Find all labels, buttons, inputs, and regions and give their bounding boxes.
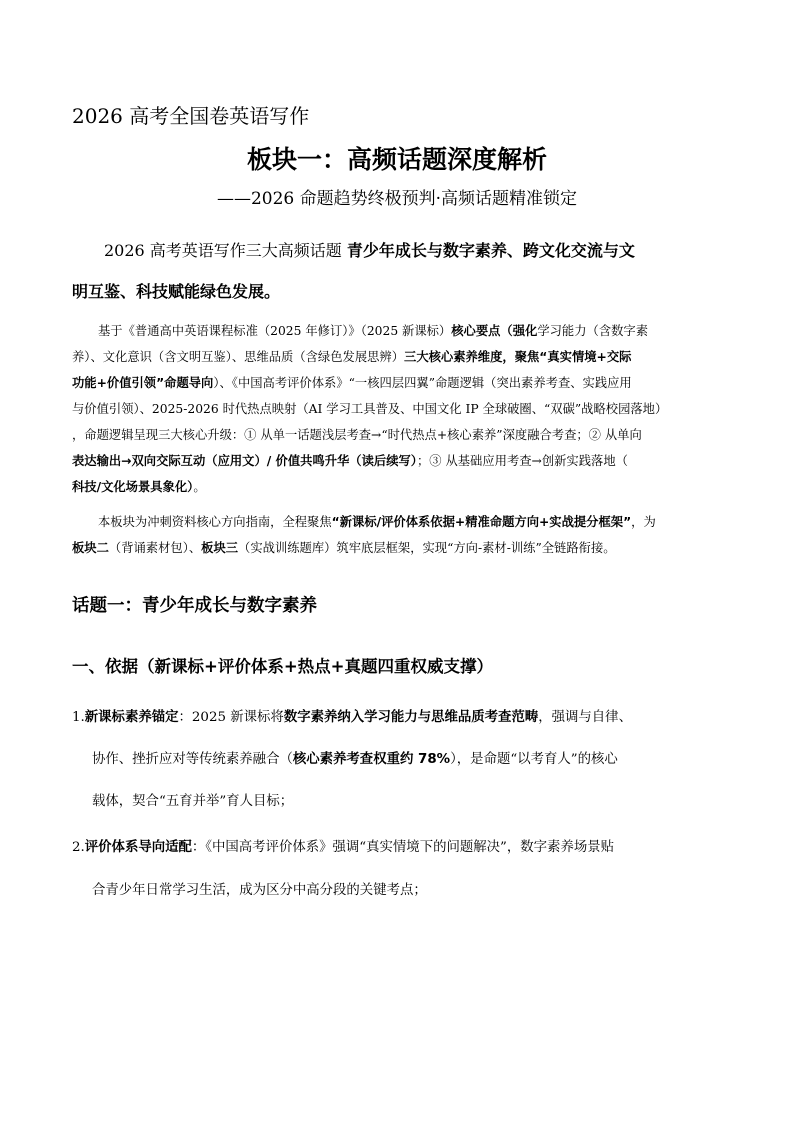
para1-line-1 [98, 321, 648, 339]
text: “新课标/评价体系依据+精准命题方向+实战提分框架” [331, 515, 632, 529]
text: ，强调与自律、 [538, 710, 632, 725]
text: 。 [193, 480, 206, 494]
para1-line-5 [72, 425, 642, 443]
para1-line-4 [72, 399, 667, 417]
text: ：2025 新课标将 [178, 710, 284, 725]
text: 三大核心素养维度，聚焦“真实情境+交际 [404, 350, 632, 364]
text: （背诵素材包）、 [108, 541, 202, 555]
text: 基于《普通高中英语课程标准（2025 年修订）》（2025 新课标） [98, 324, 452, 338]
text: （实战训练题库）筑牢底层框架，实现“方向-素材-训练”全链路衔接。 [238, 541, 616, 555]
item-number: 1. [72, 710, 85, 725]
intro-plain: 2026 高考英语写作三大高频话题 [104, 241, 342, 260]
text: ）、《中国高考评价体系》“一核四层四翼”命题逻辑（突出素养考查、实践应用 [213, 376, 632, 390]
section-title: 一、依据（新课标+评价体系+热点+真题四重权威支撑） [72, 657, 493, 676]
para1-line-6 [72, 451, 628, 469]
text: 载体，契合“五育并举”育人目标； [92, 794, 294, 809]
text: ：《中国高考评价体系》强调“真实情境下的问题解决”，数字素养场景贴 [191, 840, 615, 855]
intro-bold-2: 明互鉴、科技赋能绿色发展。 [72, 282, 281, 301]
intro-bold: 青少年成长与数字素养、跨文化交流与文 [346, 241, 635, 260]
text: 合青少年日常学习生活，成为区分中高分段的关键考点； [92, 883, 427, 898]
intro-line-1 [104, 238, 635, 261]
para1-line-7 [72, 477, 206, 495]
text: ，为 [631, 515, 656, 529]
text: 表达输出→双向交际互动（应用文）/ 价值共鸣升华（读后续写） [72, 454, 417, 468]
subtitle: ——2026 命题趋势终极预判·高频话题精准锁定 [216, 189, 578, 209]
text: 板块三 [201, 541, 239, 555]
item-1-line-2 [92, 748, 618, 767]
text: 科技/文化场景具象化） [72, 480, 194, 494]
para1-line-3 [72, 373, 632, 391]
text: ；③ 从基础应用考查→创新实践落地（ [416, 454, 628, 468]
text: 核心要点（强化 [451, 324, 538, 338]
item-number: 2. [72, 840, 85, 855]
item-2-line-2 [92, 879, 427, 898]
text: 学习能力（含数字素 [537, 324, 649, 338]
text: 数字素养纳入学习能力与思维品质考查范畴 [283, 710, 539, 725]
topic-title: 话题一：青少年成长与数字素养 [72, 596, 317, 616]
text: 与价值引领）、2025-2026 时代热点映射（AI 学习工具普及、中国文化 IP 全球破圈、“双碳”战略校园落地） [72, 402, 668, 416]
text: ，命题逻辑呈现三大核心升级：① 从单一话题浅层考查→“时代热点+核心素养”深度融合考查；② 从单向 [72, 428, 642, 442]
item-1-line-3 [92, 790, 293, 809]
text: 养）、文化意识（含文明互鉴）、思维品质（含绿色发展思辨） [72, 350, 405, 364]
para2-line-2 [72, 538, 616, 556]
para1-line-2 [72, 347, 631, 365]
text: 功能+价值引领”命题导向 [72, 376, 214, 390]
item-label: 评价体系导向适配 [84, 840, 192, 855]
item-label: 新课标素养锚定 [84, 710, 179, 725]
text: 核心素养考查权重约 78% [292, 752, 451, 767]
intro-line-2 [72, 279, 280, 302]
text: 本板块为冲刺资料核心方向指南，全程聚焦 [98, 515, 332, 529]
item-2-line-1 [72, 836, 614, 855]
text: 协作、挫折应对等传统素养融合（ [92, 752, 293, 767]
text: 板块二 [72, 541, 109, 555]
item-1-line-1 [72, 706, 632, 725]
main-title: 板块一：高频话题深度解析 [246, 145, 547, 174]
text: ），是命题“以考育人”的核心 [450, 752, 618, 767]
top-line: 2026 高考全国卷英语写作 [72, 104, 310, 128]
para2-line-1 [98, 512, 656, 530]
